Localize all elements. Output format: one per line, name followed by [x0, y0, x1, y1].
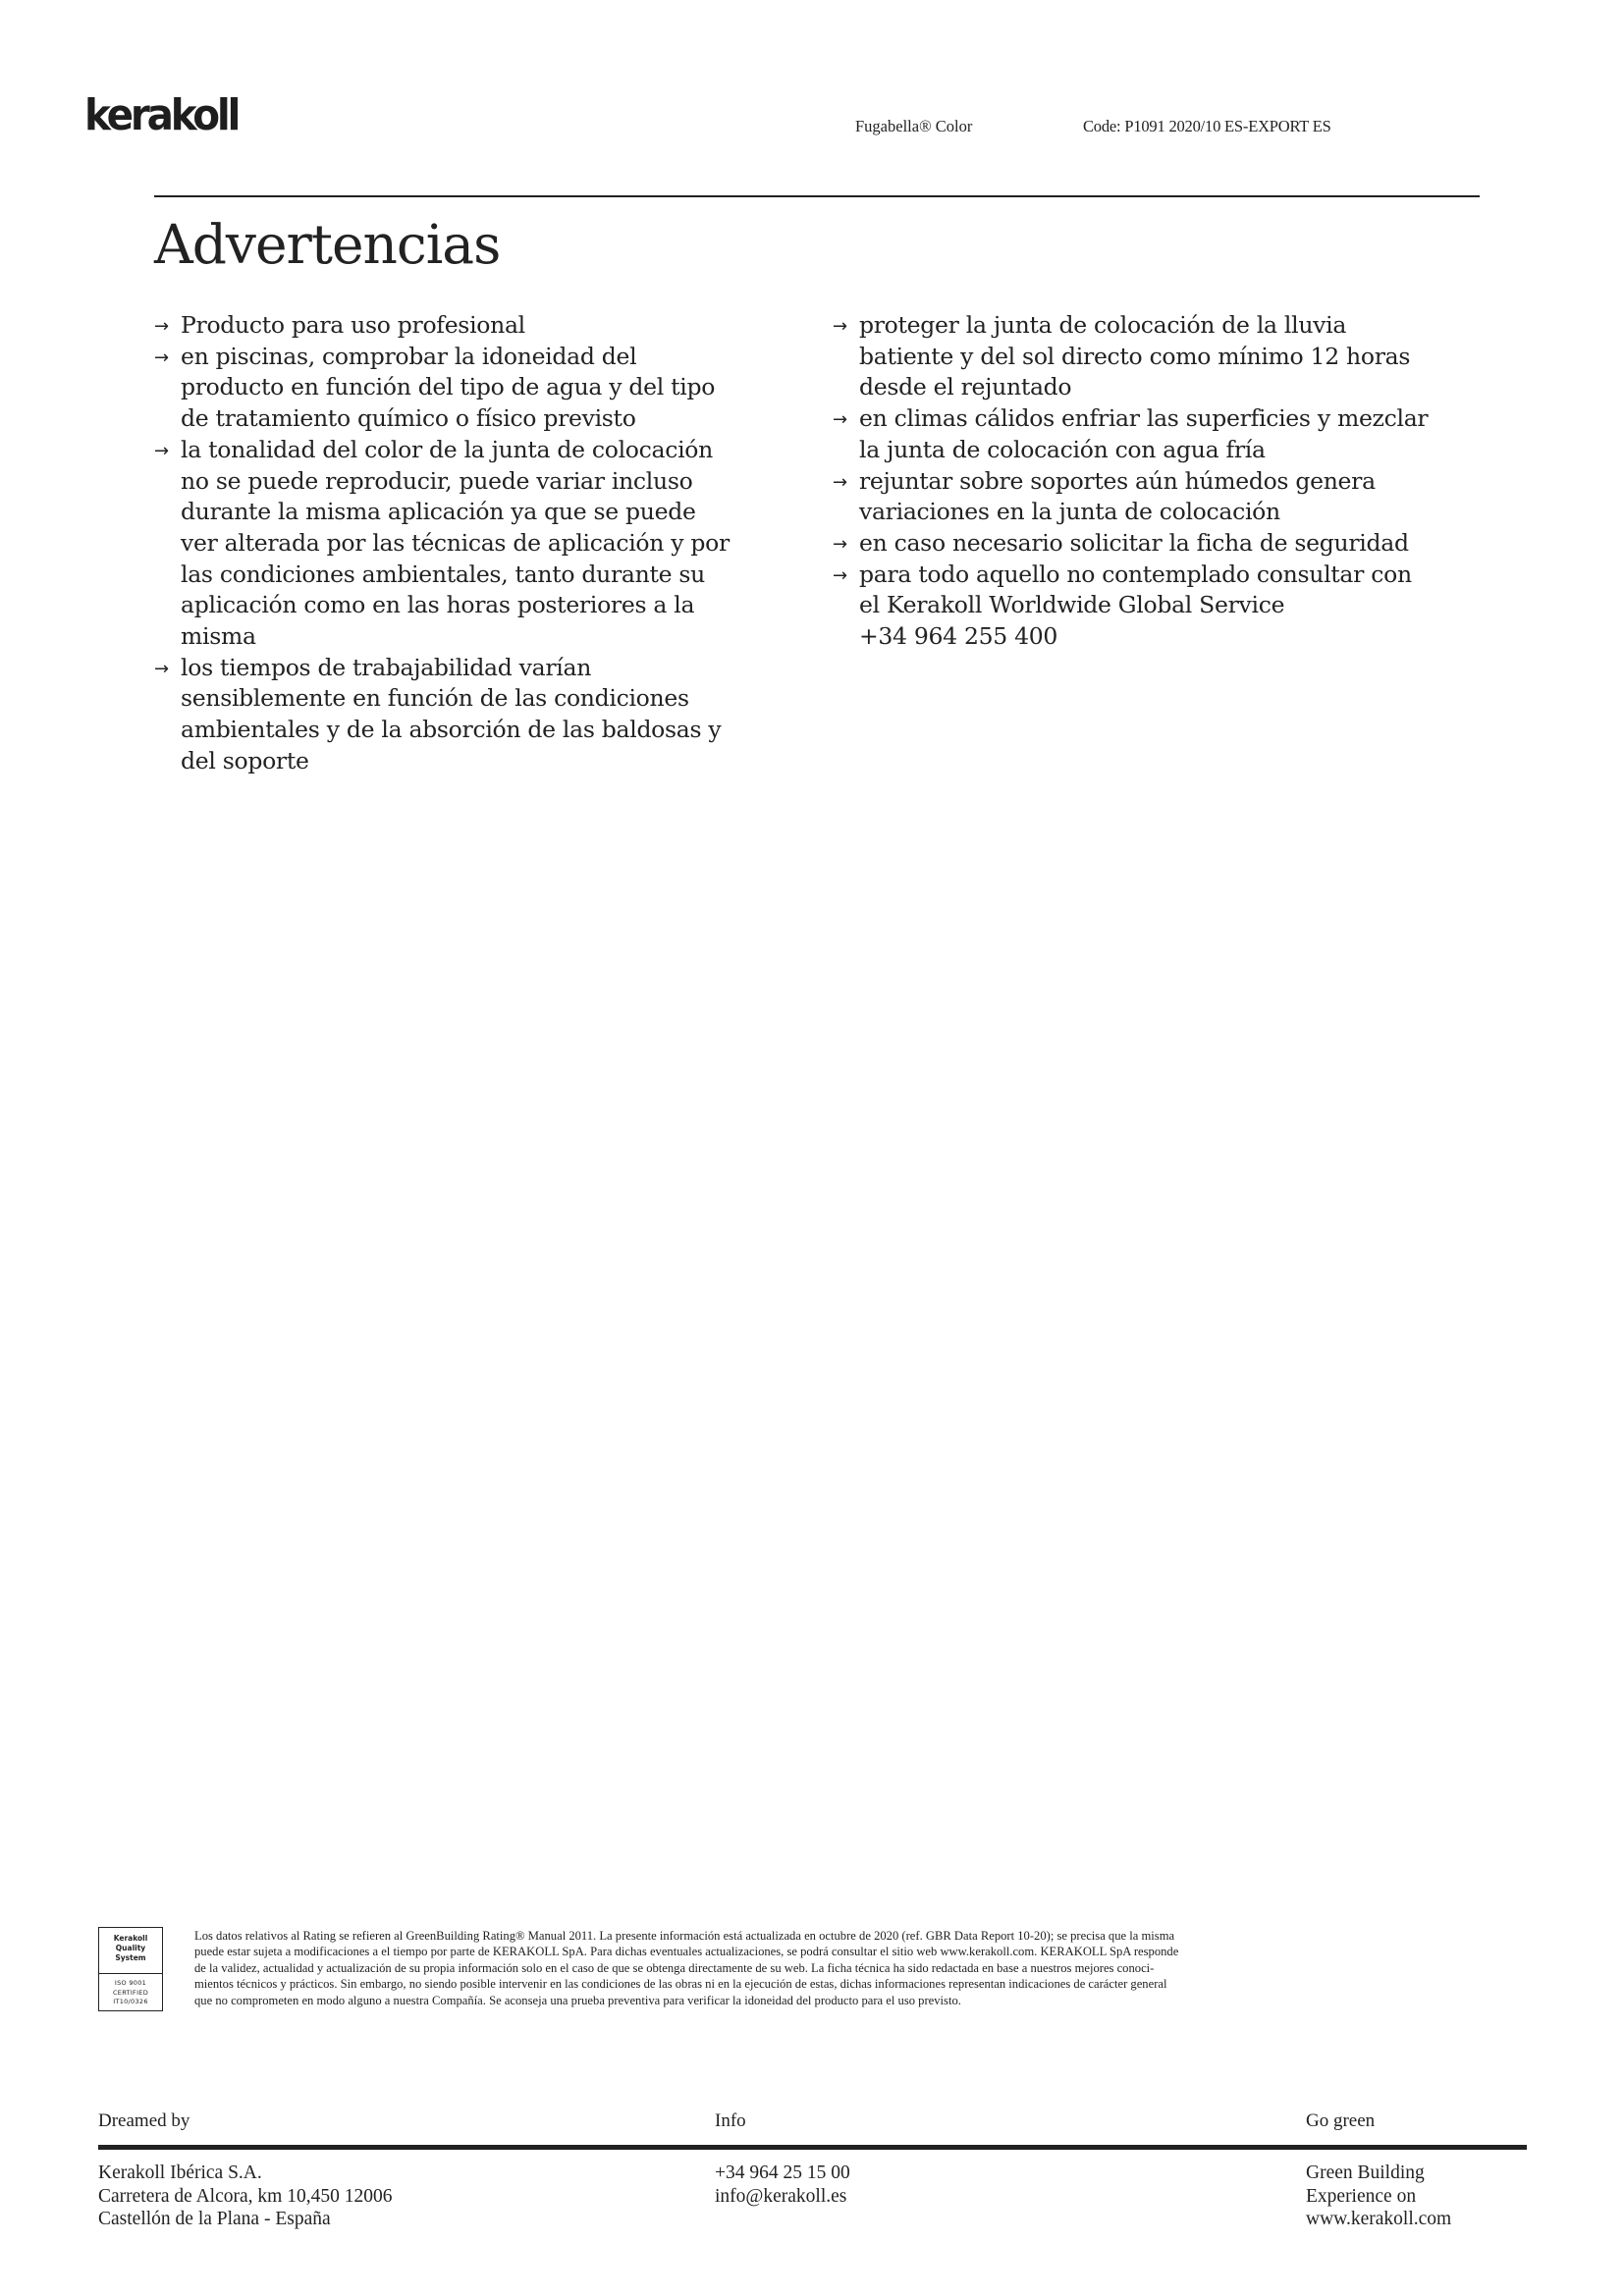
badge-line: System [115, 1953, 146, 1962]
warnings-left-column [154, 310, 802, 777]
warning-text: sensiblemente en función de las condiciones [181, 684, 689, 713]
warning-item [833, 403, 1500, 465]
contact-phone: +34 964 25 15 00 [715, 2163, 850, 2183]
legal-disclaimer [194, 1928, 1483, 2008]
warning-text: producto en función del tipo de agua y del tipo [181, 373, 716, 401]
warning-item [154, 310, 802, 342]
badge-line: Kerakoll [113, 1934, 148, 1943]
warning-text: rejuntar sobre soportes aún húmedos genera [859, 466, 1376, 495]
warnings-list-left [154, 310, 802, 777]
warning-item [154, 653, 802, 777]
phone-number: +34 964 255 400 [859, 622, 1058, 651]
warning-text: del soporte [181, 746, 309, 774]
warning-text: las condiciones ambientales, tanto durante su [181, 560, 705, 588]
right-arrow-icon: → [833, 564, 847, 586]
warning-text: el Kerakoll Worldwide Global Service [859, 591, 1285, 619]
disclaimer-line: que no comprometen en modo alguno a nuestra Compañía. Se aconseja una prueba preventiva para verificar la idoneidad del producto para el uso previsto. [194, 1993, 961, 2007]
warning-item [154, 342, 802, 435]
address-street: Carretera de Alcora, km 10,450 12006 [98, 2185, 393, 2207]
warning-item [833, 528, 1500, 560]
warning-text: aplicación como en las horas posteriores a la [181, 591, 695, 619]
right-arrow-icon: → [833, 471, 847, 493]
product-name: Fugabella® Color [855, 117, 973, 135]
badge-line: CERTIFIED [112, 1988, 149, 1997]
footer-company-address [98, 2162, 392, 2231]
company-name: Kerakoll Ibérica S.A. [98, 2163, 262, 2183]
badge-line: ISO 9001 [114, 1979, 147, 1987]
footer-contact-info [715, 2162, 850, 2208]
right-arrow-icon: → [154, 658, 169, 679]
page-title: Advertencias [154, 213, 501, 276]
disclaimer-line: Los datos relativos al Rating se refieren al GreenBuilding Rating® Manual 2011. La presente información está actualizada en octubre de 2020 (ref. GBR Data Report 10-20); se precisa que la misma [194, 1929, 1175, 1943]
warnings-list-right [833, 310, 1500, 653]
warning-text: proteger la junta de colocación de la lluvia [859, 311, 1347, 339]
warning-text: batiente y del sol directo como mínimo 12 horas [859, 342, 1411, 370]
warning-item [833, 466, 1500, 528]
right-arrow-icon: → [833, 316, 847, 337]
footer-go-green-label: Go green [1306, 2110, 1376, 2131]
warning-text: los tiempos de trabajabilidad varían [181, 653, 592, 681]
address-city: Castellón de la Plana - España [98, 2209, 331, 2229]
warning-text: desde el rejuntado [859, 373, 1072, 401]
contact-email-link[interactable]: info@kerakoll.es [715, 2185, 847, 2207]
warning-text: para todo aquello no contemplado consultar con [859, 560, 1412, 588]
footer-go-green [1306, 2162, 1451, 2231]
disclaimer-line: mientos técnicos y prácticos. Sin embargo, no siendo posible intervenir en las condiciones de las obras ni en la ejecución de estas, dichas informaciones representan indicaciones de carácter general [194, 1977, 1167, 1992]
quality-badge-certification [99, 1974, 162, 2007]
warning-text: variaciones en la junta de colocación [859, 498, 1280, 526]
kerakoll-logo: kerakoll [84, 90, 239, 140]
quality-system-badge [98, 1927, 163, 2011]
right-arrow-icon: → [154, 347, 169, 368]
badge-line: Quality [115, 1944, 146, 1952]
right-arrow-icon: → [833, 409, 847, 431]
warning-text: durante la misma aplicación ya que se puede [181, 498, 696, 526]
footer-divider [98, 2145, 1527, 2150]
warning-text: en piscinas, comprobar la idoneidad del [181, 342, 637, 370]
right-arrow-icon: → [154, 440, 169, 461]
warning-text: no se puede reproducir, puede variar incluso [181, 466, 693, 495]
warning-text: Producto para uso profesional [181, 311, 525, 339]
disclaimer-line: de la validez, actualidad y actualización de su propia información solo en el caso de que se obtenga directamente de su web. La ficha técnica ha sido redactada en base a nuestros mejores conoci- [194, 1960, 1155, 1975]
warning-text: la tonalidad del color de la junta de colocación [181, 435, 713, 463]
warning-text: misma [181, 622, 256, 651]
warning-text: la junta de colocación con agua fría [859, 435, 1266, 463]
go-green-text: Experience on [1306, 2185, 1417, 2207]
badge-line: IT10/0326 [113, 1998, 148, 2005]
disclaimer-line: puede estar sujeta a modificaciones a el tiempo por parte de KERAKOLL SpA. Para dichas eventuales actualizaciones, se podrá consultar el sitio web www.kerakoll.com. KERAKOLL SpA responde [194, 1945, 1179, 1959]
right-arrow-icon: → [154, 316, 169, 337]
warning-item [833, 310, 1500, 403]
header-divider [154, 195, 1480, 197]
go-green-text: Green Building [1306, 2163, 1425, 2183]
warning-text: de tratamiento químico o físico previsto [181, 404, 636, 433]
warning-text: en caso necesario solicitar la ficha de seguridad [859, 528, 1409, 557]
quality-badge-title [99, 1928, 162, 1974]
document-code: Code: P1091 2020/10 ES-EXPORT ES [1083, 117, 1331, 135]
warning-text: ver alterada por las técnicas de aplicación y por [181, 528, 730, 557]
warning-item [833, 560, 1500, 653]
right-arrow-icon: → [833, 533, 847, 555]
warning-text: ambientales y de la absorción de las baldosas y [181, 716, 722, 744]
footer-info-label: Info [715, 2110, 746, 2131]
warnings-right-column [833, 310, 1500, 653]
footer-dreamed-by-label: Dreamed by [98, 2110, 190, 2131]
website-link[interactable]: www.kerakoll.com [1306, 2209, 1452, 2229]
warning-text: en climas cálidos enfriar las superficies y mezclar [859, 404, 1429, 433]
warning-item [154, 435, 802, 653]
